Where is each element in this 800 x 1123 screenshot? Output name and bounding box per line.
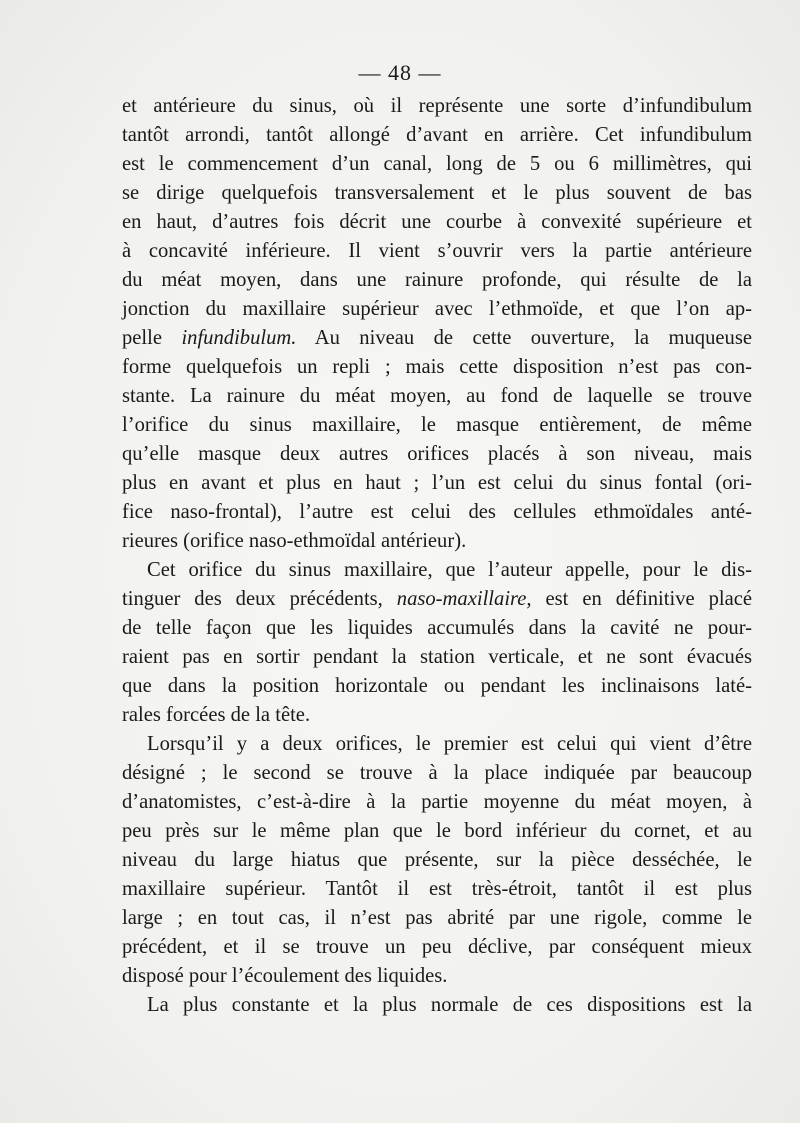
text-line: rales forcées de la tête. — [122, 704, 311, 726]
text-line: de telle façon que les liquides accumulés dans la cavité ne pour- — [122, 617, 752, 639]
text-line: jonction du maxillaire supérieur avec l’ethmoïde, et que l’on ap- — [122, 298, 752, 320]
text-line: l’orifice du sinus maxillaire, le masque entièrement, de même — [122, 414, 752, 436]
text-line: disposé pour l’écoulement des liquides. — [122, 965, 448, 987]
page-number: — 48 — — [358, 60, 442, 85]
body-text — [122, 92, 752, 1020]
text-line: d’anatomistes, c’est-à-dire à la partie moyenne du méat moyen, à — [122, 791, 752, 813]
text-line: maxillaire supérieur. Tantôt il est très-étroit, tantôt il est plus — [122, 878, 752, 900]
text-line: fice naso-frontal), l’autre est celui des cellules ethmoïdales anté- — [122, 501, 752, 523]
text-line: se dirige quelquefois transversalement et le plus souvent de bas — [122, 182, 752, 204]
text-line — [122, 585, 752, 614]
text-line: peu près sur le même plan que le bord inférieur du cornet, et au — [122, 820, 752, 842]
text-segment: tinguer des deux précédents, — [122, 588, 397, 610]
text-line: plus en avant et plus en haut ; l’un est celui du sinus fontal (ori- — [122, 472, 752, 494]
text-line: est le commencement d’un canal, long de 5 ou 6 millimètres, qui — [122, 153, 752, 175]
text-segment: pelle — [122, 327, 182, 349]
text-line: qu’elle masque deux autres orifices placés à son niveau, mais — [122, 443, 752, 465]
text-line: rieures (orifice naso-ethmoïdal antérieur). — [122, 530, 467, 552]
text-line: et antérieure du sinus, où il représente une sorte d’infundibulum — [122, 95, 752, 117]
text-line: précédent, et il se trouve un peu déclive, par conséquent mieux — [122, 936, 752, 958]
text-line: La plus constante et la plus normale de ces dispositions est la — [147, 994, 752, 1016]
text-line: en haut, d’autres fois décrit une courbe à convexité supérieure et — [122, 211, 752, 233]
text-line: désigné ; le second se trouve à la place indiquée par beaucoup — [122, 762, 752, 784]
text-line: raient pas en sortir pendant la station verticale, et ne sont évacués — [122, 646, 752, 668]
text-line: tantôt arrondi, tantôt allongé d’avant en arrière. Cet infundibulum — [122, 124, 752, 146]
text-line: du méat moyen, dans une rainure profonde, qui résulte de la — [122, 269, 752, 291]
text-line: niveau du large hiatus que présente, sur la pièce desséchée, le — [122, 849, 752, 871]
text-line: stante. La rainure du méat moyen, au fond de laquelle se trouve — [122, 385, 752, 407]
text-line: forme quelquefois un repli ; mais cette disposition n’est pas con- — [122, 356, 752, 378]
text-line: à concavité inférieure. Il vient s’ouvrir vers la partie antérieure — [122, 240, 752, 262]
italic-term: infundibulum. — [181, 327, 297, 349]
text-line: large ; en tout cas, il n’est pas abrité par une rigole, comme le — [122, 907, 752, 929]
text-line: Lorsqu’il y a deux orifices, le premier est celui qui vient d’être — [147, 733, 752, 755]
text-segment: est en définitive placé — [531, 588, 753, 610]
text-line: que dans la position horizontale ou pendant les inclinaisons laté- — [122, 675, 752, 697]
text-segment: Au niveau de cette ouverture, la muqueuse — [296, 327, 752, 349]
text-line: Cet orifice du sinus maxillaire, que l’auteur appelle, pour le dis- — [147, 559, 752, 581]
text-line — [122, 324, 752, 353]
italic-term: naso-maxillaire, — [396, 588, 532, 610]
